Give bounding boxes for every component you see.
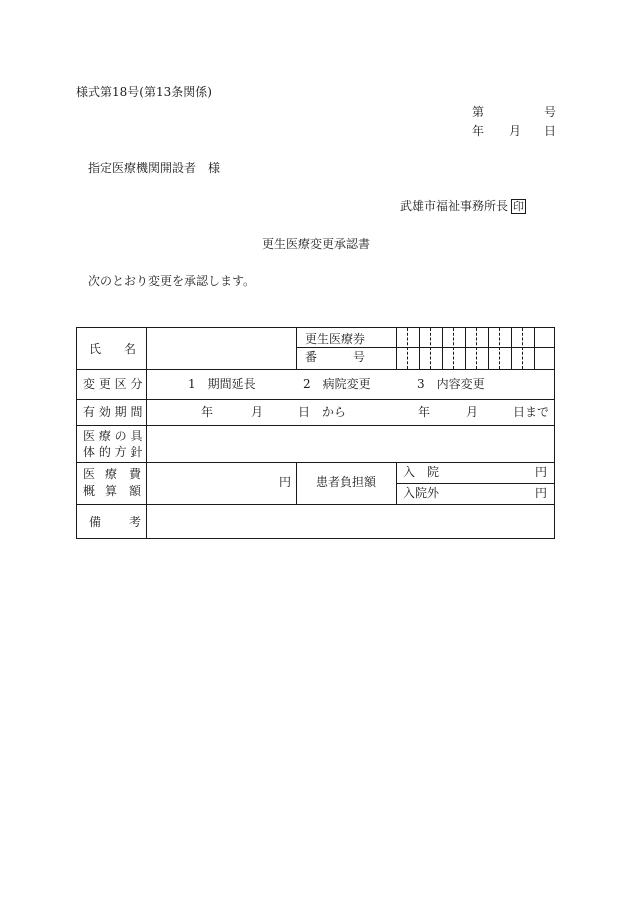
body-text: 次のとおり変更を承認します。 (88, 274, 256, 288)
remarks-label-1: 備 (89, 515, 102, 529)
policy-label-1: 医 療 の 具 (83, 429, 143, 443)
policy-label-2: 体 的 方 針 (83, 445, 143, 459)
remarks-label-2: 考 (129, 515, 142, 529)
ticket-label-2b: 号 (353, 350, 366, 364)
inpatient-label: 入 院 (403, 465, 440, 479)
start-month: 月 (251, 405, 264, 419)
name-label-2: 名 (124, 342, 137, 356)
cost-label-2a: 概 (83, 484, 96, 498)
addressee: 指定医療機関開設者 様 (88, 161, 221, 175)
end-day-until: 日まで (513, 405, 550, 419)
cost-label-2b: 算 (105, 484, 118, 498)
cost-label-2c: 額 (129, 484, 142, 498)
patient-burden-label: 患者負担額 (316, 475, 377, 489)
form-number: 様式第18号(第13条関係) (76, 85, 212, 99)
change-option-hospital[interactable]: 2 病院変更 (303, 377, 371, 391)
issuer-name: 武雄市福祉事務所長 (400, 199, 509, 213)
end-month: 月 (466, 405, 479, 419)
approval-form-table (76, 327, 555, 539)
change-option-period[interactable]: 1 期間延長 (188, 377, 256, 391)
name-label-1: 氏 (89, 342, 102, 356)
patient-name-field[interactable] (227, 331, 293, 367)
valid-period-label: 有 効 期 間 (83, 405, 143, 419)
doc-number-prefix: 第 (472, 105, 485, 119)
cost-label-1a: 医 (83, 467, 96, 481)
cost-yen: 円 (279, 475, 292, 489)
issuer (400, 198, 526, 215)
outpatient-yen: 円 (535, 486, 548, 500)
change-category-label: 変 更 区 分 (83, 377, 143, 391)
doc-number-suffix: 号 (544, 105, 557, 119)
cost-label-1b: 療 (105, 467, 118, 481)
date-day: 日 (544, 124, 557, 138)
seal-mark: 印 (513, 200, 525, 213)
start-day-from: 日 から (298, 405, 347, 419)
date-month: 月 (509, 124, 522, 138)
date-year: 年 (472, 124, 485, 138)
cost-label-1c: 費 (129, 467, 142, 481)
outpatient-label: 入院外 (403, 486, 440, 500)
inpatient-yen: 円 (535, 465, 548, 479)
change-option-content[interactable]: 3 内容変更 (417, 377, 485, 391)
end-year: 年 (418, 405, 431, 419)
ticket-label-2a: 番 (305, 350, 318, 364)
start-year: 年 (201, 405, 214, 419)
ticket-label-1: 更生医療券 (305, 332, 366, 346)
document-title: 更生医療変更承認書 (262, 237, 371, 251)
